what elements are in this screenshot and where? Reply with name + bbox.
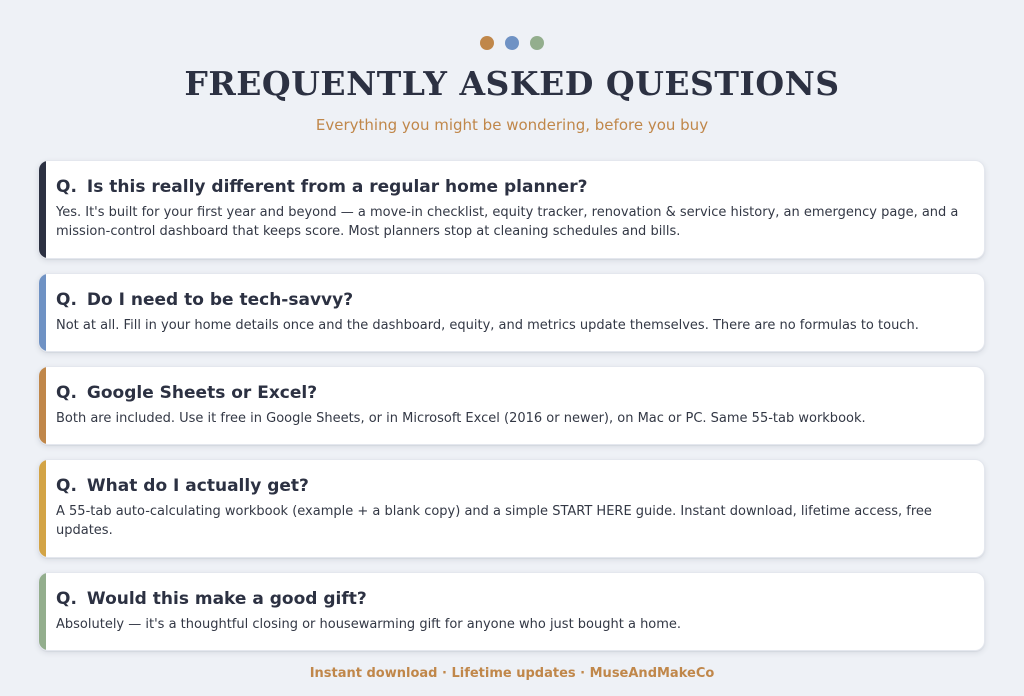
faq-question-text: What do I actually get? [86,476,309,496]
page-subtitle: Everything you might be wondering, before you buy [315,116,709,134]
faq-question [56,475,966,497]
faq-accent-bar [39,161,46,258]
dot-orange [480,36,494,50]
page-title: FREQUENTLY ASKED QUESTIONS [184,64,840,103]
faq-q-prefix: Q. [56,589,77,609]
faq-answer: Absolutely — it's a thoughtful closing or housewarming gift for anyone who just bought a home. [56,617,682,632]
faq-accent-bar [39,367,46,444]
faq-question-text: Do I need to be tech-savvy? [86,290,354,310]
faq-question-text: Would this make a good gift? [86,589,367,609]
faq-answer: Yes. It's built for your first year and beyond — a move-in checklist, equity tracker, renovation & service history, an emergency page, and a mission-control dashboard that keeps score. Most planners stop at cleaning schedules and bills. [56,205,959,239]
dot-green [530,36,544,50]
faq-question [56,588,966,610]
faq-question-text: Google Sheets or Excel? [86,383,318,403]
faq-answer: Both are included. Use it free in Google Sheets, or in Microsoft Excel (2016 or newer), on Mac or PC. Same 55-tab workbook. [56,411,866,426]
faq-question [56,176,966,198]
faq-list [38,160,985,665]
faq-answer: Not at all. Fill in your home details once and the dashboard, equity, and metrics update themselves. There are no formulas to touch. [56,318,919,333]
faq-card [38,572,985,651]
faq-accent-bar [39,573,46,650]
faq-answer: A 55-tab auto-calculating workbook (example + a blank copy) and a simple START HERE guide. Instant download, lifetime access, free updates. [56,504,932,538]
dot-blue [505,36,519,50]
footer-tagline: Instant download · Lifetime updates · MuseAndMakeCo [309,666,715,681]
faq-accent-bar [39,460,46,557]
faq-card [38,459,985,558]
faq-q-prefix: Q. [56,383,77,403]
decorative-dots [0,36,1024,50]
faq-q-prefix: Q. [56,177,77,197]
faq-card [38,273,985,352]
faq-q-prefix: Q. [56,476,77,496]
faq-card [38,160,985,259]
faq-card [38,366,985,445]
faq-q-prefix: Q. [56,290,77,310]
faq-question-text: Is this really different from a regular home planner? [86,177,588,197]
faq-accent-bar [39,274,46,351]
faq-question [56,289,966,311]
faq-question [56,382,966,404]
